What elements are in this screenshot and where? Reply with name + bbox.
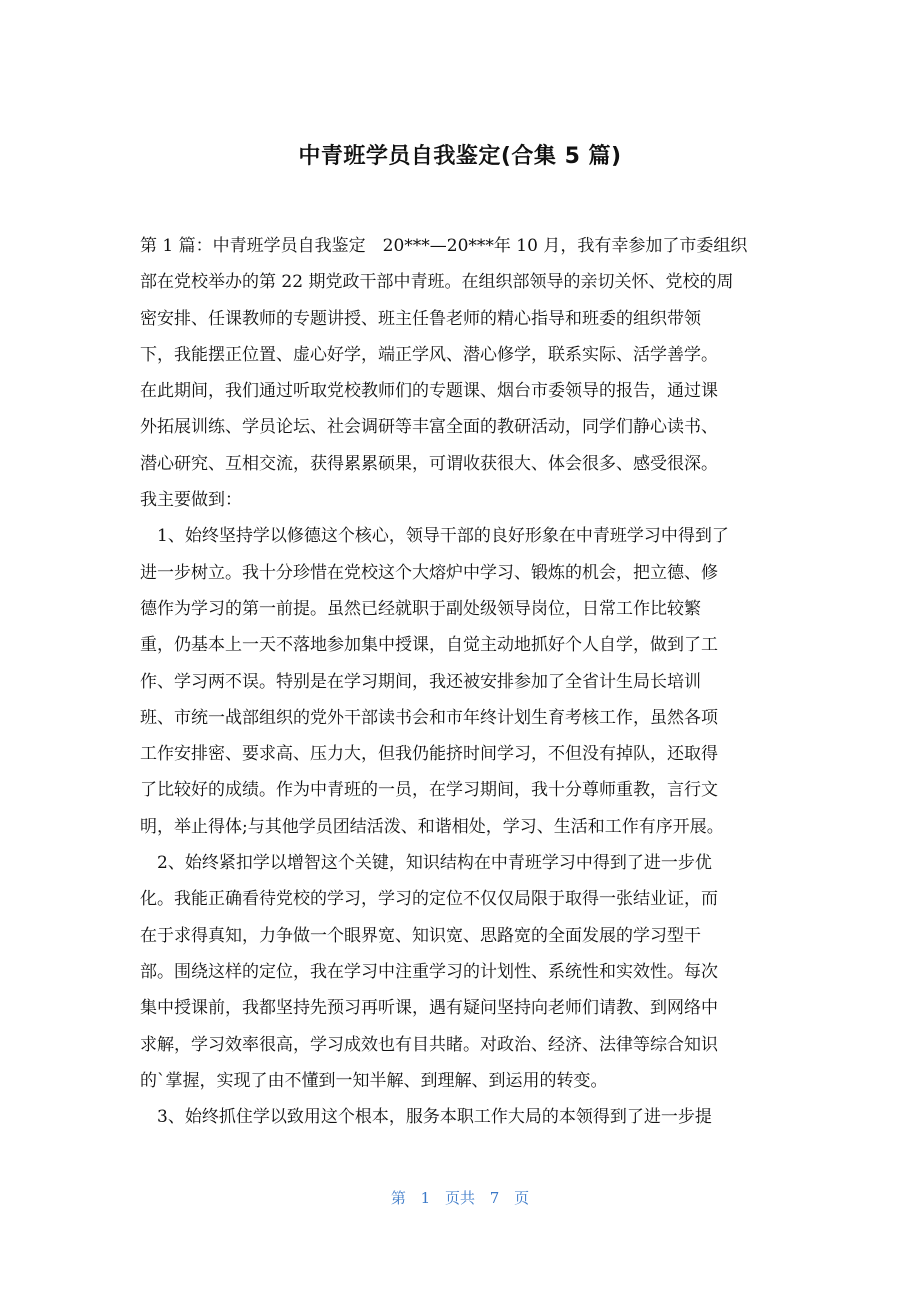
text-line: 密安排、任课教师的专题讲授、班主任鲁老师的精心指导和班委的组织带领	[140, 308, 701, 329]
text-line: 在于求得真知，力争做一个眼界宽、知识宽、思路宽的全面发展的学习型干	[140, 925, 701, 946]
text-line: 2、始终紧扣学以增智这个关键，知识结构在中青班学习中得到了进一步优	[157, 853, 712, 874]
text-line: 明，举止得体;与其他学员团结活泼、和谐相处，学习、生活和工作有序开展。	[140, 816, 724, 837]
text-line: 班、市统一战部组织的党外干部读书会和市年终计划生育考核工作，虽然各项	[140, 707, 718, 728]
text-line: 下，我能摆正位置、虚心好学，端正学风、潜心修学，联系实际、活学善学。	[140, 344, 718, 365]
text-line: 的`掌握，实现了由不懂到一知半解、到理解、到运用的转变。	[140, 1070, 608, 1091]
text-line: 3、始终抓住学以致用这个根本，服务本职工作大局的本领得到了进一步提	[157, 1107, 712, 1128]
document-title: 中青班学员自我鉴定(合集 5 篇)	[298, 144, 622, 169]
footer-prefix: 第	[390, 1189, 406, 1207]
text-line: 1、始终坚持学以修德这个核心，领导干部的良好形象在中青班学习中得到了	[157, 526, 729, 547]
text-line: 部在党校举办的第 22 期党政干部中青班。在组织部领导的亲切关怀、党校的周	[140, 272, 734, 293]
text-line: 求解，学习效率很高，学习成效也有目共睹。对政治、经济、法律等综合知识	[140, 1034, 718, 1055]
text-line: 外拓展训练、学员论坛、社会调研等丰富全面的教研活动，同学们静心读书、	[140, 417, 718, 438]
text-line: 第 1 篇：中青班学员自我鉴定 20***—20***年 10 月，我有幸参加了市委组织	[140, 236, 748, 256]
text-line: 了比较好的成绩。作为中青班的一员，在学习期间，我十分尊师重教，言行文	[140, 780, 718, 801]
footer-page-number: 1	[420, 1189, 431, 1207]
page-footer	[0, 1186, 920, 1210]
text-line: 在此期间，我们通过听取党校教师们的专题课、烟台市委领导的报告，通过课	[140, 381, 718, 402]
text-line: 我主要做到：	[140, 490, 242, 511]
text-line: 重，仍基本上一天不落地参加集中授课，自觉主动地抓好个人自学，做到了工	[140, 635, 718, 656]
text-line: 集中授课前，我都坚持先预习再听课，遇有疑问坚持向老师们请教、到网络中	[140, 998, 718, 1019]
text-line: 化。我能正确看待党校的学习，学习的定位不仅仅局限于取得一张结业证，而	[140, 889, 718, 910]
document-body	[140, 228, 780, 1135]
text-line: 潜心研究、互相交流，获得累累硕果，可谓收获很大、体会很多、感受很深。	[140, 453, 718, 474]
text-line: 工作安排密、要求高、压力大，但我仍能挤时间学习，不但没有掉队，还取得	[140, 744, 718, 765]
text-line: 部。围绕这样的定位，我在学习中注重学习的计划性、系统性和实效性。每次	[140, 961, 718, 982]
footer-total-pages: 7	[489, 1189, 500, 1207]
text-line: 德作为学习的第一前提。虽然已经就职于副处级领导岗位，日常工作比较繁	[140, 598, 701, 619]
footer-suffix: 页	[514, 1189, 530, 1207]
text-line: 作、学习两不误。特别是在学习期间，我还被安排参加了全省计生局长培训	[140, 671, 701, 692]
footer-middle: 页共	[444, 1189, 475, 1207]
text-line: 进一步树立。我十分珍惜在党校这个大熔炉中学习、锻炼的机会，把立德、修	[140, 562, 718, 583]
